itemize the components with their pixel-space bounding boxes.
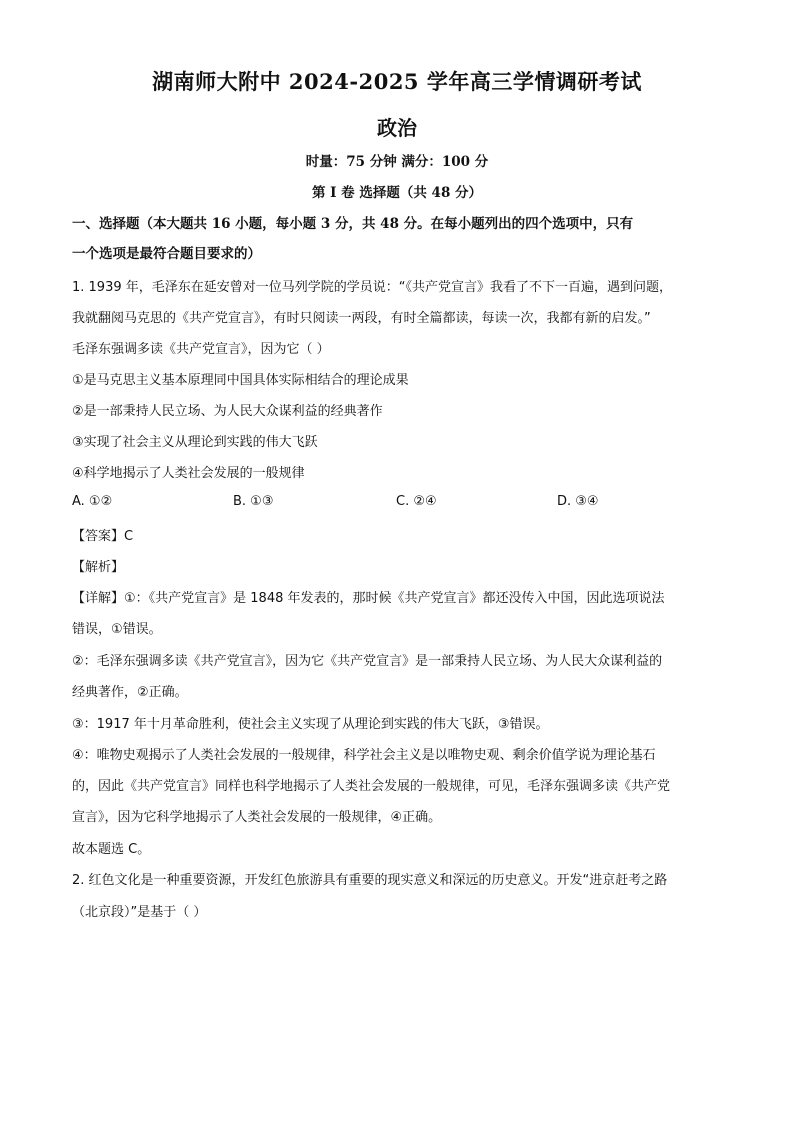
- q1-item-4: ④科学地揭示了人类社会发展的一般规律: [72, 466, 305, 481]
- q1-option-b: B. ①③: [233, 494, 274, 509]
- q2-stem-line-2: （北京段）”是基于（ ）: [72, 905, 207, 920]
- q1-stem-line-1: 1. 1939 年，毛泽东在延安曾对一位马列学院的学员说：“《共产党宣言》我看了不下一百遍，遇到问题，: [72, 280, 672, 295]
- q1-detail-line-5: ③：1917 年十月革命胜利，使社会主义实现了从理论到实践的伟大飞跃，③错误。: [72, 717, 549, 732]
- q2-stem-line-1: 2. 红色文化是一种重要资源，开发红色旅游具有重要的现实意义和深远的历史意义。开发“进京赶考之路: [72, 873, 668, 888]
- q1-option-d: D. ③④: [557, 494, 599, 509]
- q1-item-3: ③实现了社会主义从理论到实践的伟大飞跃: [72, 435, 318, 450]
- q1-detail-line-4: 经典著作，②正确。: [72, 685, 188, 700]
- q1-item-2: ②是一部秉持人民立场、为人民大众谋利益的经典著作: [72, 404, 383, 419]
- exam-title: 湖南师大附中 2024-2025 学年高三学情调研考试: [152, 69, 642, 94]
- q1-detail-line-8: 宣言》，因为它科学地揭示了人类社会发展的一般规律，④正确。: [72, 810, 442, 825]
- q1-option-a: A. ①②: [72, 494, 113, 509]
- instructions-line-2: 一个选项是最符合题目要求的）: [72, 246, 261, 262]
- exam-meta: 时量：75 分钟 满分：100 分: [305, 154, 489, 170]
- q1-item-1: ①是马克思主义基本原理同中国具体实际相结合的理论成果: [72, 373, 409, 388]
- q1-stem-line-2: 我就翻阅马克思的《共产党宣言》，有时只阅读一两段，有时全篇都读，每读一次，我都有新的启发。”: [72, 311, 651, 326]
- q1-analysis-label: 【解析】: [72, 560, 125, 575]
- q1-stem-line-3: 毛泽东强调多读《共产党宣言》，因为它（ ）: [72, 342, 330, 357]
- q1-option-c: C. ②④: [396, 494, 437, 509]
- q1-detail-line-2: 错误，①错误。: [72, 622, 162, 637]
- instructions-line-1: 一、选择题（本大题共 16 小题，每小题 3 分，共 48 分。在每小题列出的四个选项中，只有: [72, 216, 634, 232]
- q1-detail-line-6: ④：唯物史观揭示了人类社会发展的一般规律，科学社会主义是以唯物史观、剩余价值学说为理论基石: [72, 748, 656, 763]
- q1-detail-line-3: ②：毛泽东强调多读《共产党宣言》，因为它《共产党宣言》是一部秉持人民立场、为人民大众谋利益的: [72, 654, 663, 669]
- q1-answer: 【答案】C: [72, 529, 134, 544]
- section-heading: 第 I 卷 选择题（共 48 分）: [311, 185, 483, 201]
- subject-heading: 政治: [377, 116, 417, 140]
- q1-detail-line-1: 【详解】①：《共产党宣言》是 1848 年发表的，那时候《共产党宣言》都还没传入中国，因此选项说法: [72, 591, 665, 606]
- q1-conclusion: 故本题选 C。: [72, 842, 151, 857]
- q1-detail-line-7: 的，因此《共产党宣言》同样也科学地揭示了人类社会发展的一般规律，可见，毛泽东强调多读《共产党: [72, 779, 671, 794]
